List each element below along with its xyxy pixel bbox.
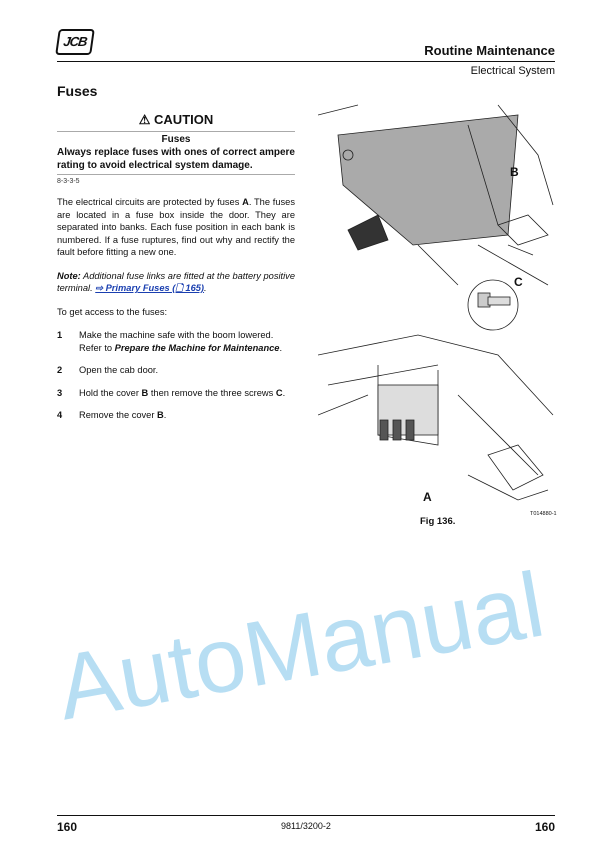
access-text: To get access to the fuses:	[57, 306, 168, 317]
label-a: A	[423, 490, 432, 504]
label-b: B	[510, 165, 519, 179]
document-number: 9811/3200-2	[281, 821, 331, 831]
caution-heading	[57, 112, 295, 128]
caution-body: Always replace fuses with ones of correct ampere rating to avoid electrical system damage.	[57, 147, 295, 171]
step-1: 1 Make the machine safe with the boom lowered. Refer to Prepare the Machine for Maintenance.	[57, 330, 283, 353]
page-number-right: 160	[534, 820, 555, 834]
jcb-logo: JCB	[55, 29, 95, 55]
header-title: Routine Maintenance	[424, 43, 555, 58]
divider	[57, 131, 295, 132]
caution-code: 8-3-3-5	[57, 178, 80, 185]
divider	[57, 174, 295, 175]
step-3: 3 Hold the cover B then remove the three screws C.	[57, 387, 286, 398]
text-column	[57, 83, 295, 432]
section-title: Fuses	[57, 83, 98, 99]
page-number-left: 160	[57, 820, 78, 834]
note-paragraph: Note: Additional fuse links are fitted at the battery positive terminal. ⇨ Primary Fuses (🗋 165).	[57, 270, 295, 293]
fuse-box-illustration	[318, 95, 558, 510]
caution-label: CAUTION	[154, 112, 214, 127]
step-2: 2 Open the cab door.	[57, 365, 159, 375]
warning-icon: ⚠	[138, 112, 151, 127]
footer-rule	[57, 815, 555, 816]
watermark: AutoManual	[49, 553, 552, 740]
intro-paragraph: The electrical circuits are protected by fuses A. The fuses are located in a fuse box inside the door. They are separated into banks. Each fuse position in each bank is numbered. If a fuse ruptures, find out why and rectify the fault before fitting a new one.	[57, 197, 295, 257]
figure-caption: Fig 136.	[420, 516, 456, 527]
header-subtitle: Electrical System	[470, 65, 555, 77]
label-c: C	[514, 275, 523, 289]
caution-subtitle: Fuses	[161, 134, 191, 145]
primary-fuses-link[interactable]: ⇨ Primary Fuses (🗋 165)	[95, 283, 205, 293]
figure-code: T014880-1	[530, 511, 557, 517]
step-4: 4 Remove the cover B.	[57, 410, 167, 420]
header-rule	[57, 61, 555, 62]
